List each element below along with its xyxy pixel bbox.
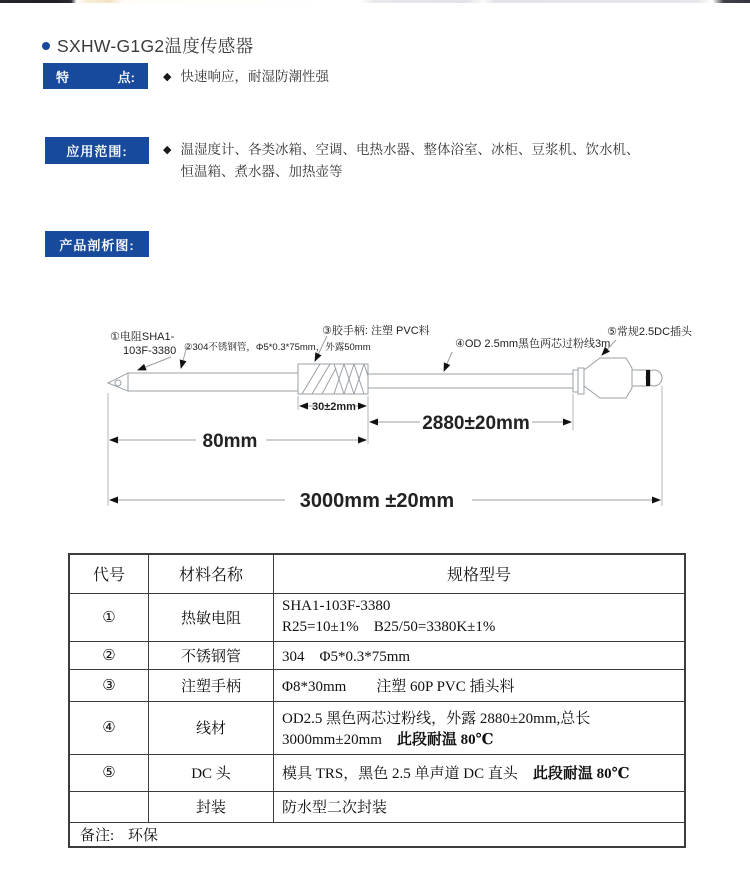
- row1-spec-line2: R25=10±1% B25/50=3380K±1%: [282, 619, 496, 635]
- sensor-diagram-drawing: [80, 310, 720, 515]
- dim-handle-length: 30±2mm: [312, 401, 356, 413]
- row1-spec-line1: SHA1-103F-3380: [282, 598, 391, 614]
- header-code: 代号: [69, 554, 149, 593]
- cable: [368, 374, 573, 388]
- callout1-line1: ①电阻SHA1-: [110, 331, 175, 343]
- diamond-icon: ◆: [163, 71, 172, 83]
- steel-tube: [128, 373, 298, 391]
- row3-spec: Φ8*30mm 注塑 60P PVC 插头料: [274, 669, 686, 701]
- row2-name: 不锈钢管: [149, 641, 274, 669]
- callout-dc-plug: ⑤常规2.5DC插头: [607, 326, 693, 338]
- bullet-dot-icon: [42, 42, 50, 50]
- applications-label-text: 应用范围:: [66, 144, 128, 159]
- table-row: [69, 669, 685, 701]
- plug-body: [584, 358, 632, 398]
- top-decorative-bar: [0, 0, 750, 3]
- page-title: SXHW-G1G2温度传感器: [57, 36, 254, 56]
- callout-handle: ③胶手柄: 注塑 PVC料: [322, 325, 430, 337]
- table-row: [69, 641, 685, 669]
- row1-name: 热敏电阻: [149, 593, 274, 641]
- row5-spec: [274, 754, 686, 791]
- dim-cable-length: 2880±20mm: [422, 413, 530, 434]
- note-label: 备注:: [80, 827, 115, 844]
- row5-spec-text: 模具 TRS，黑色 2.5 单声道 DC 直头: [282, 766, 533, 782]
- table-row: [69, 593, 685, 641]
- callout1-line2: 103F-3380: [123, 345, 177, 357]
- header-spec: 规格型号: [274, 554, 686, 593]
- plug-ring: [646, 370, 650, 386]
- table-row: [69, 701, 685, 754]
- row3-code: ③: [69, 669, 149, 701]
- row6-name: 封装: [149, 791, 274, 822]
- callout-cable: ④OD 2.5mm黑色两芯过粉线3m: [455, 338, 611, 350]
- callout-steel-tube: ②304不锈钢管，Φ5*0.3*75mm，外露50mm: [184, 342, 371, 353]
- row2-code: ②: [69, 641, 149, 669]
- features-content: [163, 66, 329, 88]
- row4-spec-text: OD2.5 黑色两芯过粉线，外露 2880±20mm,总长 3000mm±20mm: [282, 710, 591, 748]
- applications-content: [163, 139, 703, 183]
- dim-probe-length: 80mm: [202, 431, 258, 452]
- row5-code: ⑤: [69, 754, 149, 791]
- row1-spec: [274, 593, 686, 641]
- analysis-label-text: 产品剖析图:: [59, 237, 135, 253]
- row6-code: [69, 791, 149, 822]
- row5-name: DC 头: [149, 754, 274, 791]
- table-note-row: [69, 822, 685, 847]
- molded-handle: [298, 364, 368, 394]
- applications-text: [180, 139, 639, 183]
- applications-line1: 温湿度计、各类冰箱、空调、电热水器、整体浴室、冰柜、豆浆机、饮水机、: [180, 142, 640, 157]
- applications-line2: 恒温箱、煮水器、加热壶等: [180, 164, 343, 179]
- probe-tip-hole: [115, 380, 121, 386]
- row4-name: 线材: [149, 701, 274, 754]
- table-row: [69, 791, 685, 822]
- page-title-row: [42, 33, 253, 58]
- applications-label: [45, 137, 149, 164]
- header-material: 材料名称: [149, 554, 274, 593]
- features-label-char2: 点:: [117, 69, 135, 85]
- product-diagram: [0, 310, 750, 525]
- features-label: [43, 63, 148, 89]
- note-cell: [69, 822, 685, 847]
- table-row: [69, 754, 685, 791]
- row4-code: ④: [69, 701, 149, 754]
- row1-code: ①: [69, 593, 149, 641]
- diamond-icon: ◆: [163, 144, 172, 156]
- probe-tip: [108, 373, 128, 391]
- spec-table: [68, 553, 686, 848]
- row4-spec-bold: 此段耐温 80℃: [396, 731, 494, 748]
- row4-spec: [274, 701, 686, 754]
- features-label-char1: 特: [56, 69, 70, 85]
- plug-collar: [573, 370, 578, 392]
- features-text: 快速响应，耐湿防潮性强: [180, 69, 329, 84]
- row5-spec-bold: 此段耐温 80℃: [532, 766, 630, 782]
- note-value: 环保: [127, 827, 158, 844]
- spec-table-header: [69, 554, 685, 593]
- row2-spec: 304 Φ5*0.3*75mm: [274, 641, 686, 669]
- row6-spec: 防水型二次封装: [274, 791, 686, 822]
- dim-total-length: 3000mm ±20mm: [299, 490, 455, 512]
- analysis-label: [45, 231, 149, 257]
- row3-name: 注塑手柄: [149, 669, 274, 701]
